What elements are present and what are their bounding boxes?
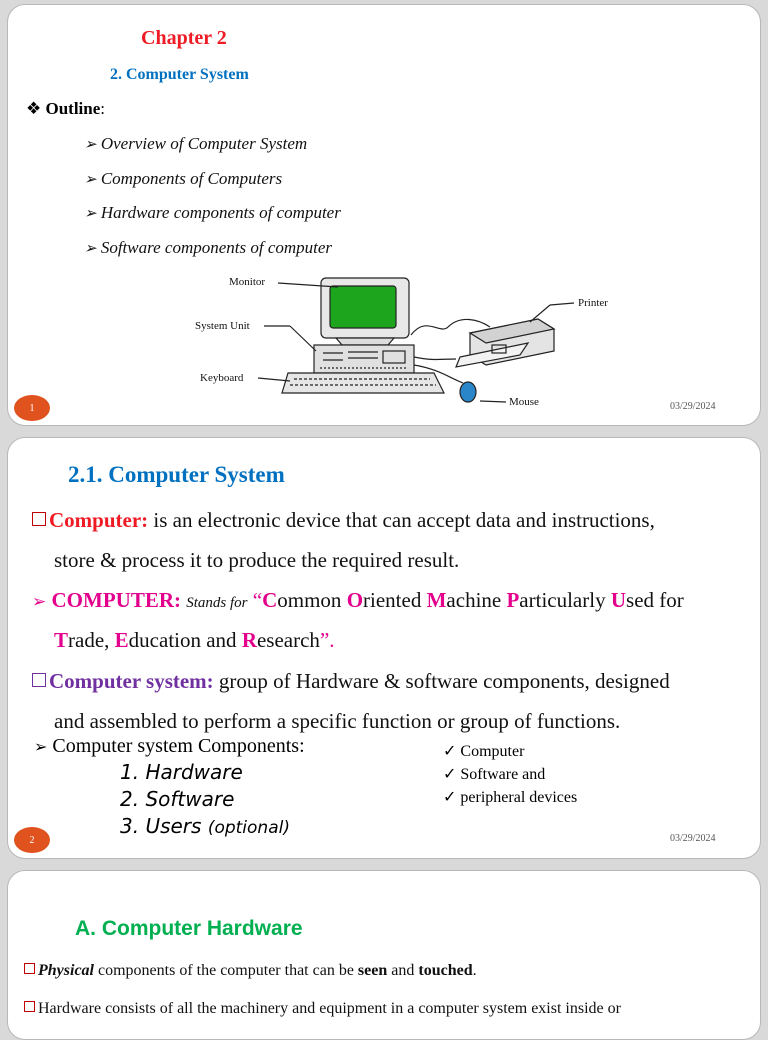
square-bullet-icon (24, 963, 35, 974)
acronym-word-rest: articularly (519, 588, 611, 612)
acronym-word-rest: esearch (256, 628, 320, 652)
arrow-bullet-icon: ➢ (84, 137, 97, 153)
acronym-word-rest: achine (446, 588, 507, 612)
system-definition-line-2: and assembled to perform a specific function or group of functions. (54, 709, 621, 733)
label-printer: Printer (578, 297, 608, 309)
acronym-word-rest: riented (363, 588, 427, 612)
acronym-letter: R (241, 628, 257, 652)
hardware-line-2: Hardware consists of all the machinery and equipment in a computer system exist inside or (24, 1000, 621, 1018)
acronym-word-rest: ducation and (128, 628, 242, 652)
slide-number-badge: 1 (14, 395, 50, 421)
outline-label: Outline (45, 99, 101, 118)
outline-item: ➢ Software components of computer (84, 238, 333, 257)
component-item: 1. Hardware (120, 760, 243, 784)
system-definition-line-1: Computer system: group of Hardware & software components, designed (32, 661, 670, 701)
arrow-bullet-icon: ➢ (84, 241, 97, 257)
slide-date: 03/29/2024 (670, 401, 716, 412)
check-item: ✓ Computer (443, 743, 525, 760)
check-item: ✓ peripheral devices (443, 789, 578, 806)
diamond-bullet-icon: ❖ (26, 99, 42, 118)
outline-item: ➢ Hardware components of computer (84, 203, 341, 222)
label-mouse: Mouse (509, 396, 539, 408)
components-heading: ➢ Computer system Components: (34, 735, 305, 757)
computer-definition-line-2: store & process it to produce the required result. (54, 548, 460, 572)
slide-number-badge: 2 (14, 827, 50, 853)
arrow-bullet-icon: ➢ (84, 206, 97, 222)
slide-date: 03/29/2024 (670, 833, 716, 844)
check-item: ✓ Software and (443, 766, 546, 783)
acronym-expansion-cont (54, 628, 320, 652)
label-keyboard: Keyboard (200, 372, 244, 384)
acronym-letter: O (346, 588, 364, 612)
arrow-bullet-icon: ➢ (84, 172, 97, 188)
section-heading: A. Computer Hardware (75, 917, 303, 940)
computer-definition-line-1: Computer: is an electronic device that can accept data and instructions, (32, 500, 655, 540)
acronym-letter: M (426, 588, 447, 612)
acronym-word-rest: sed for (626, 588, 684, 612)
square-bullet-icon (24, 1001, 35, 1012)
hardware-line-1: Physical components of the computer that can be seen and touched. (24, 962, 477, 980)
outline-item: ➢ Components of Computers (84, 169, 283, 188)
component-item: 2. Software (120, 787, 235, 811)
acronym-expansion (262, 588, 684, 612)
outline-item: ➢ Overview of Computer System (84, 134, 308, 153)
checkmark-icon: ✓ (443, 766, 457, 783)
acronym-letter: E (114, 628, 129, 652)
acronym-line-2: Trade, Education and Research”. (54, 628, 335, 652)
outline-heading: ❖ Outline: (26, 99, 106, 118)
checkmark-icon: ✓ (443, 743, 457, 760)
chapter-subtitle: 2. Computer System (110, 66, 249, 83)
arrow-bullet-icon: ➢ (34, 739, 48, 756)
slide-2 (7, 437, 761, 859)
slide-3 (7, 870, 761, 1040)
arrow-bullet-icon: ➢ (32, 592, 47, 611)
slide-1 (7, 4, 761, 426)
square-bullet-icon (32, 673, 46, 687)
computer-diagram (178, 265, 638, 410)
checkmark-icon: ✓ (443, 789, 457, 806)
square-bullet-icon (32, 512, 46, 526)
acronym-letter: U (610, 588, 627, 612)
acronym-letter: P (506, 588, 520, 612)
chapter-title: Chapter 2 (141, 27, 227, 49)
acronym-word-rest: rade, (68, 628, 115, 652)
acronym-line-1: ➢ COMPUTER: Stands for “Common Oriented Machine Particularly Used for (32, 588, 684, 612)
label-system-unit: System Unit (195, 320, 250, 332)
section-heading: 2.1. Computer System (68, 462, 285, 487)
acronym-word-rest: ommon (277, 588, 347, 612)
acronym-letter: C (262, 588, 278, 612)
acronym-letter: T (54, 628, 69, 652)
component-item: 3. Users (optional) (120, 814, 290, 838)
label-monitor: Monitor (229, 276, 266, 288)
